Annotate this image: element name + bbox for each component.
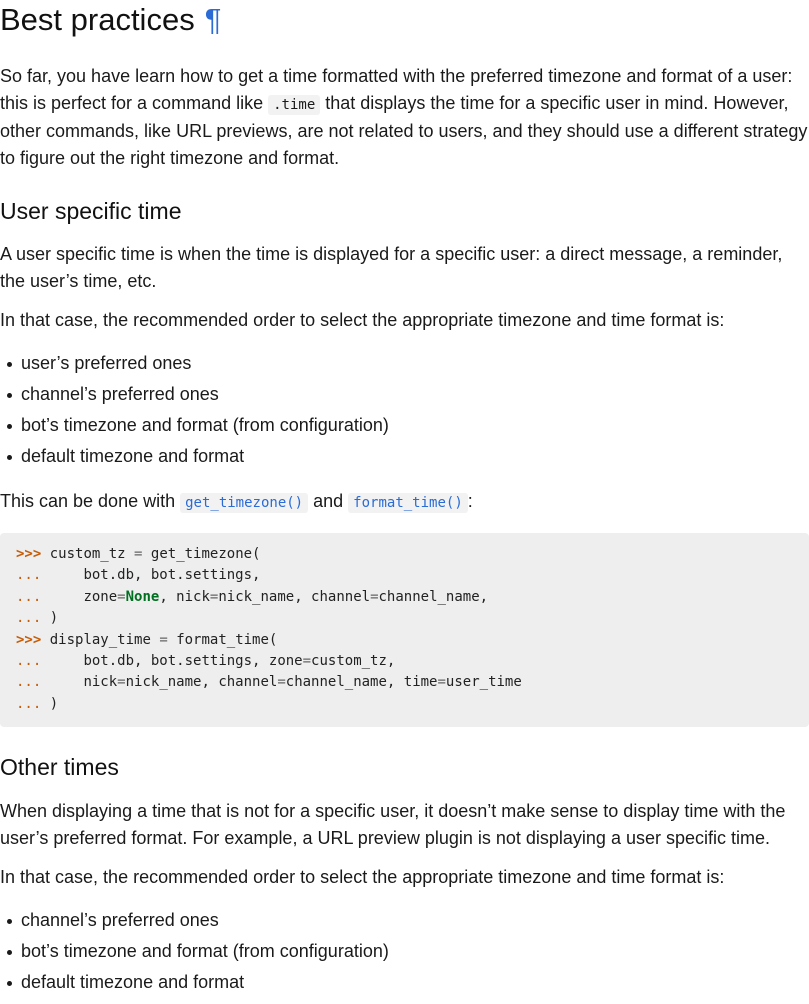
- list-item: user’s preferred ones: [0, 350, 389, 381]
- list-item: channel’s preferred ones: [0, 381, 389, 412]
- code-line: ... bot.db, bot.settings,: [16, 567, 261, 584]
- list-item: bot’s timezone and format (from configuration): [0, 412, 389, 443]
- user-specific-paragraph-2: In that case, the recommended order to select the appropriate timezone and time format is:: [0, 310, 725, 330]
- list-item: channel’s preferred ones: [0, 907, 389, 938]
- format-time-link[interactable]: format_time(): [348, 493, 468, 513]
- list-item: default timezone and format: [0, 969, 389, 1000]
- code-line: ... ): [16, 695, 59, 712]
- user-specific-paragraph-1: A user specific time is when the time is displayed for a specific user: a direct message, a reminder, the user’s time, etc.: [0, 244, 783, 291]
- code-line: >>> display_time = format_time(: [16, 631, 278, 648]
- section-title-user-specific-time: User specific time: [0, 198, 182, 224]
- code-line: ... bot.db, bot.settings, zone=custom_tz,: [16, 652, 396, 669]
- page-title-text: Best practices: [0, 2, 195, 37]
- other-times-order-list: [0, 907, 389, 1000]
- list-item: default timezone and format: [0, 443, 389, 474]
- other-times-paragraph-1: When displaying a time that is not for a specific user, it doesn’t make sense to display time with the user’s preferred format. For example, a URL preview plugin is not displaying a user specific time.: [0, 801, 786, 848]
- code-line: ... nick=nick_name, channel=channel_name, time=user_time: [16, 674, 522, 691]
- inline-code-time: .time: [268, 95, 320, 115]
- intro-text-1: So far, you have learn how to get a time formatted with the preferred timezone and format of a user: this is perfect for a command like: [0, 66, 793, 113]
- list-item: bot’s timezone and format (from configuration): [0, 938, 389, 969]
- intro-paragraph: [0, 63, 809, 171]
- section-title-other-times: Other times: [0, 754, 119, 780]
- done-with-paragraph: [0, 488, 809, 517]
- done-text-suffix: :: [467, 491, 473, 511]
- code-line: >>> custom_tz = get_timezone(: [16, 546, 261, 562]
- done-text-prefix: This can be done with: [0, 491, 181, 511]
- intro-text-2: that displays the time for a specific user in mind. However, other commands, like URL previews, are not related to users, and they should use a different strategy to figure out the right timezone and format.: [0, 92, 808, 168]
- other-times-paragraph-2: In that case, the recommended order to select the appropriate timezone and time format is:: [0, 867, 725, 887]
- user-specific-order-list: [0, 350, 389, 474]
- page-title: [0, 2, 221, 38]
- code-line: ... zone=None, nick=nick_name, channel=channel_name,: [16, 588, 489, 605]
- done-text-and: and: [308, 491, 349, 511]
- get-timezone-link[interactable]: get_timezone(): [180, 493, 308, 513]
- code-line: ... ): [16, 610, 59, 627]
- heading-anchor-link[interactable]: ¶: [204, 2, 222, 37]
- code-example-block[interactable]: [0, 533, 809, 727]
